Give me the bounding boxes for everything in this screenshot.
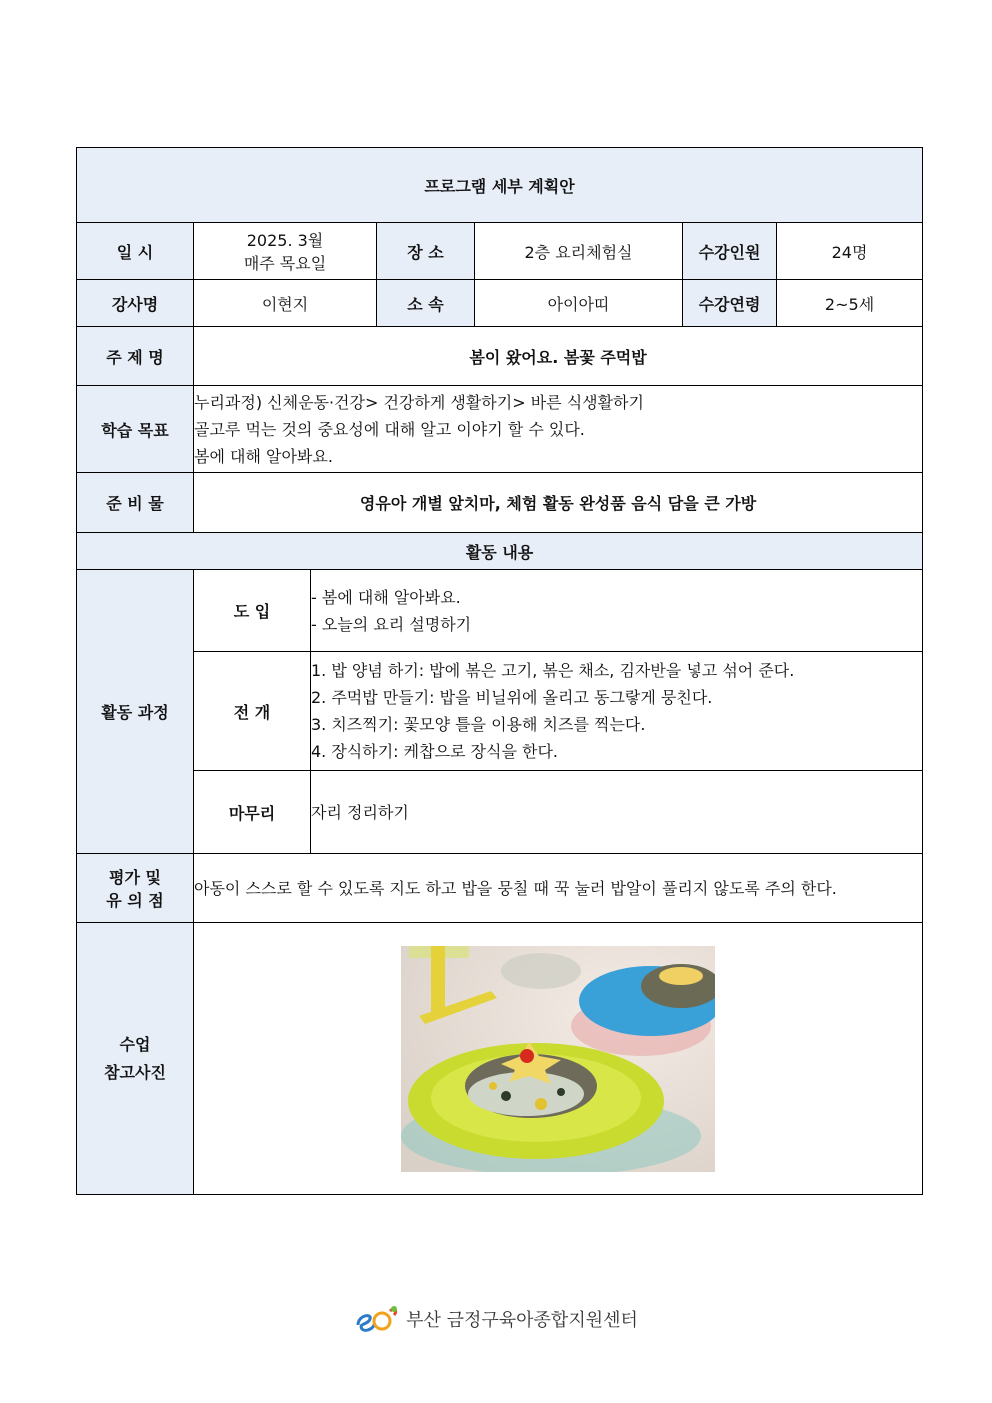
development-label: 전 개 <box>194 652 311 771</box>
photo-label-line1: 수업 <box>119 1034 151 1054</box>
affiliation-label: 소 속 <box>377 280 475 327</box>
activity-header: 활동 내용 <box>77 533 923 570</box>
goals-value <box>194 386 923 473</box>
closing-label: 마무리 <box>194 771 311 854</box>
goal-line: 누리과정) 신체운동·건강> 건강하게 생활하기> 바른 식생활하기 <box>194 392 644 412</box>
closing-value: 자리 정리하기 <box>311 771 923 854</box>
evaluation-label-line1: 평가 및 <box>109 868 161 887</box>
capacity-value: 24명 <box>777 223 923 280</box>
topic-value: 봄이 왔어요. 봄꽃 주먹밥 <box>194 327 923 386</box>
place-label: 장 소 <box>377 223 475 280</box>
footer-org-name: 부산 금정구육아종합지원센터 <box>406 1310 638 1331</box>
age-label: 수강연령 <box>683 280 777 327</box>
photo-label-line2: 참고사진 <box>104 1062 166 1082</box>
materials-value: 영유아 개별 앞치마, 체험 활동 완성품 음식 담을 큰 가방 <box>194 473 923 533</box>
evaluation-label-line2: 유 의 점 <box>106 891 164 910</box>
intro-line: - 오늘의 요리 설명하기 <box>311 614 472 634</box>
rice-ball-photo <box>401 946 715 1172</box>
intro-line: - 봄에 대해 알아봐요. <box>311 587 461 607</box>
program-plan-sheet <box>76 147 922 1195</box>
date-value-line1: 2025. 3월 <box>246 231 324 250</box>
footer <box>0 1305 992 1333</box>
instructor-value: 이현지 <box>194 280 377 327</box>
process-label: 활동 과정 <box>77 570 194 854</box>
topic-label: 주 제 명 <box>77 327 194 386</box>
development-step: 1. 밥 양념 하기: 밥에 볶은 고기, 볶은 채소, 김자반을 넣고 섞어 준다. <box>311 661 795 680</box>
development-step: 3. 치즈찍기: 꽃모양 틀을 이용해 치즈를 찍는다. <box>311 715 646 734</box>
age-value: 2~5세 <box>777 280 923 327</box>
capacity-label: 수강인원 <box>683 223 777 280</box>
goals-label: 학습 목표 <box>77 386 194 473</box>
program-plan-table <box>76 147 923 1195</box>
date-label: 일 시 <box>77 223 194 280</box>
intro-value <box>311 570 923 652</box>
photo-cell <box>194 923 923 1195</box>
photo-label <box>77 923 194 1195</box>
center-logo-icon <box>354 1305 400 1333</box>
goal-line: 골고루 먹는 것의 중요성에 대해 알고 이야기 할 수 있다. <box>194 419 585 439</box>
development-step: 2. 주먹밥 만들기: 밥을 비닐위에 올리고 동그랗게 뭉친다. <box>311 688 713 707</box>
evaluation-label <box>77 854 194 923</box>
instructor-label: 강사명 <box>77 280 194 327</box>
materials-label: 준 비 물 <box>77 473 194 533</box>
development-step: 4. 장식하기: 케찹으로 장식을 한다. <box>311 742 559 761</box>
intro-label: 도 입 <box>194 570 311 652</box>
place-value: 2층 요리체험실 <box>475 223 683 280</box>
page-title: 프로그램 세부 계획안 <box>77 148 923 223</box>
development-value <box>311 652 923 771</box>
affiliation-value: 아이아띠 <box>475 280 683 327</box>
date-value-line2: 매주 목요일 <box>243 254 327 273</box>
goal-line: 봄에 대해 알아봐요. <box>194 446 333 466</box>
date-value <box>194 223 377 280</box>
evaluation-value: 아동이 스스로 할 수 있도록 지도 하고 밥을 뭉칠 때 꾹 눌러 밥알이 풀리지 않도록 주의 한다. <box>194 854 923 923</box>
